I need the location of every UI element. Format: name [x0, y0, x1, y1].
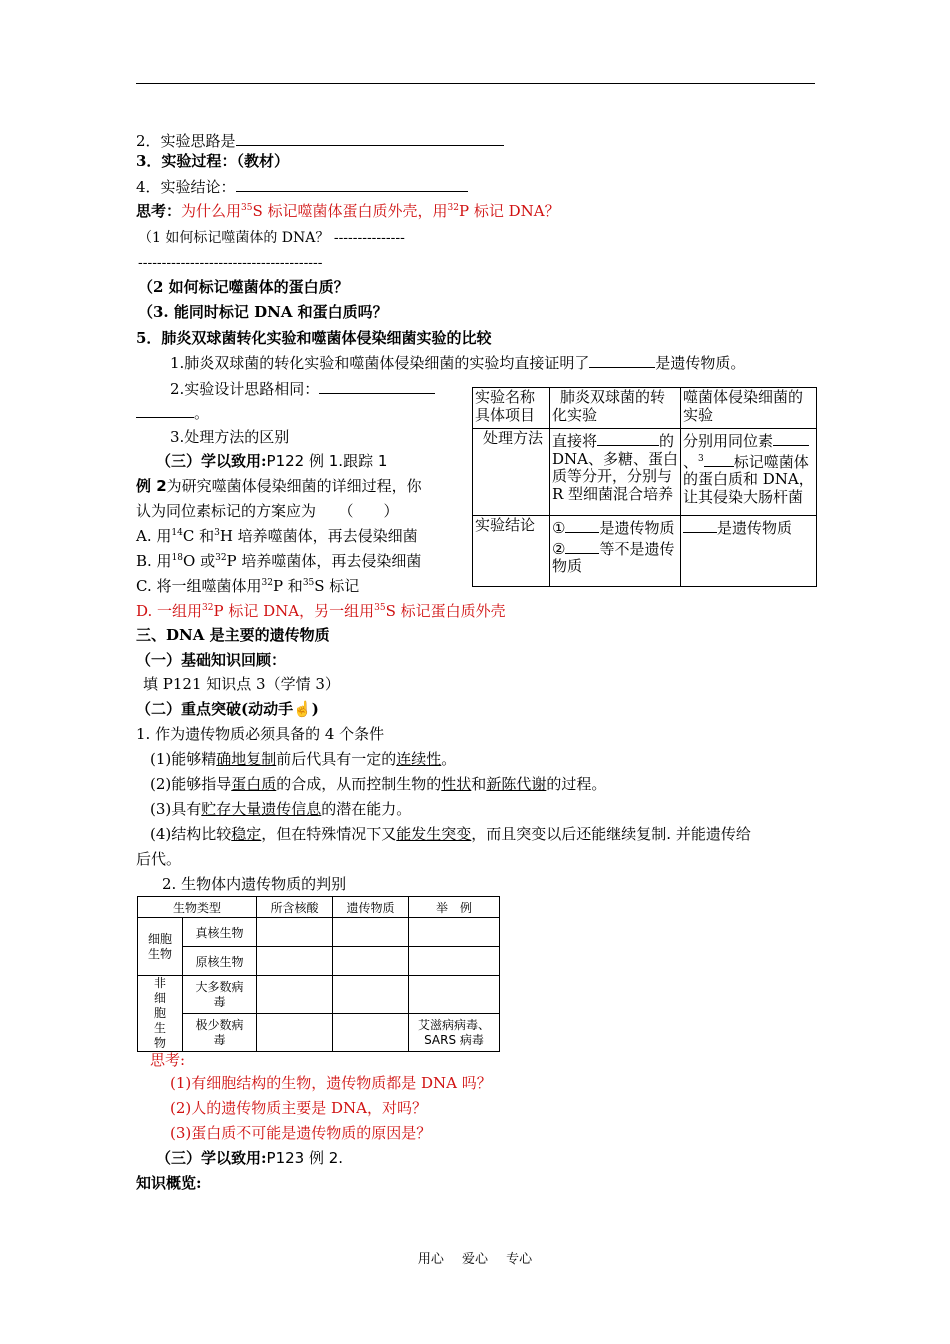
jt-eukaryote-example[interactable]: [409, 918, 500, 947]
jt-noncell-group: 非细胞生物: [138, 976, 183, 1052]
thinking-2: (2)人的遗传物质主要是 DNA，对吗？: [170, 1099, 428, 1117]
experiment-idea-label: 2．实验思路是: [136, 132, 236, 150]
jt-most-viruses-nucleic[interactable]: [257, 976, 333, 1014]
condition-4-cont: 后代。: [136, 850, 182, 868]
cmp-conclusion-label: 实验结论: [473, 516, 550, 587]
line-experiment-conclusion: [136, 176, 468, 197]
think-question: [136, 201, 560, 221]
blank-cmp-2[interactable]: [773, 430, 795, 446]
think-label: 思考：: [136, 202, 182, 220]
jt-prokaryote-genetic[interactable]: [333, 947, 409, 976]
thinking-label: 思考:: [150, 1051, 186, 1069]
blank-conclusion[interactable]: [236, 176, 468, 192]
think-question-text: 为什么用$^{35}$S 标记噬菌体蛋白质外壳，用$^{32}$P 标记 DNA？: [181, 202, 560, 220]
jt-prokaryote-example[interactable]: [409, 947, 500, 976]
blank-point-2b[interactable]: [136, 402, 194, 418]
line-experiment-idea: [136, 130, 504, 151]
point-2-cont: 。: [136, 402, 209, 423]
question-1: （1 如何标记噬菌体的 DNA？ ---------------: [138, 230, 405, 246]
condition-1: (1)能够精确地复制前后代具有一定的连续性。: [150, 750, 457, 768]
line-experiment-process: 3．实验过程：（教材）: [136, 152, 289, 170]
conclusion-label: 4．实验结论：: [136, 178, 236, 196]
apply-2: （三）学以致用:P123 例 2.: [156, 1149, 344, 1167]
cmp-method-phage: 分别用同位素、$^3$ 标记噬菌体的蛋白质和 DNA，让其侵染大肠杆菌: [681, 429, 817, 516]
jt-few-viruses-genetic[interactable]: [333, 1014, 409, 1052]
blank-cmp-4[interactable]: [704, 451, 734, 467]
blank-idea[interactable]: [236, 130, 504, 146]
jt-prokaryote-nucleic[interactable]: [257, 947, 333, 976]
question-2: （2 如何标记噬菌体的蛋白质？: [138, 278, 349, 296]
condition-3: (3)具有贮存大量遗传信息的潜在能力。: [150, 800, 412, 818]
cmp-header-item: 实验名称具体项目: [473, 388, 550, 429]
jt-eukaryote-nucleic[interactable]: [257, 918, 333, 947]
hand-icon: ☝: [293, 700, 312, 718]
example-2-cont: 认为同位素标记的方案应为 （ ）: [136, 502, 399, 520]
cmp-conclusion-pneumonia: ① 是遗传物质 ② 等不是遗传物质: [550, 516, 681, 587]
cmp-header-phage: 噬菌体侵染细菌的实验: [681, 388, 817, 429]
blank-cmp-7[interactable]: [683, 517, 717, 533]
section-5-title: 5．肺炎双球菌转化实验和噬菌体侵染细菌实验的比较: [136, 329, 492, 347]
judge-table: [137, 896, 500, 1052]
jt-most-viruses: 大多数病毒: [183, 976, 257, 1014]
jt-most-viruses-genetic[interactable]: [333, 976, 409, 1014]
jt-header-example: 举 例: [409, 897, 500, 918]
judge-title: 2. 生物体内遗传物质的判别: [162, 875, 347, 893]
jt-most-viruses-example[interactable]: [409, 976, 500, 1014]
condition-2: (2)能够指导蛋白质的合成，从而控制生物的性状和新陈代谢的过程。: [150, 775, 607, 793]
fill-reference: 填 P121 知识点 3（学情 3）: [143, 675, 340, 693]
blank-point-1[interactable]: [589, 352, 655, 368]
jt-few-viruses: 极少数病毒: [183, 1014, 257, 1052]
option-d[interactable]: D. 一组用$^{32}$P 标记 DNA，另一组用$^{35}$S 标记蛋白质外壳: [136, 602, 506, 620]
blank-cmp-3[interactable]: [795, 430, 809, 446]
cmp-method-label: 处理方法: [473, 429, 550, 516]
blank-cmp-5[interactable]: [565, 517, 599, 533]
jt-few-viruses-example: 艾滋病病毒、SARS 病毒: [409, 1014, 500, 1052]
thinking-3: (3)蛋白质不可能是遗传物质的原因是？: [170, 1124, 432, 1142]
blank-cmp-1[interactable]: [597, 430, 659, 446]
example-2: 例 2为研究噬菌体侵染细菌的详细过程，你: [136, 477, 422, 495]
jt-header-nucleic: 所含核酸: [257, 897, 333, 918]
jt-header-genetic: 遗传物质: [333, 897, 409, 918]
jt-eukaryote: 真核生物: [183, 918, 257, 947]
cmp-method-pneumonia: 直接将 的 DNA、多糖、蛋白质等分开，分别与 R 型细菌混合培养: [550, 429, 681, 516]
question-1-dashes: ---------------------------------------: [138, 255, 323, 271]
comparison-table: [472, 387, 817, 587]
jt-prokaryote: 原核生物: [183, 947, 257, 976]
thinking-1: (1)有细胞结构的生物，遗传物质都是 DNA 吗？: [170, 1074, 492, 1092]
blank-point-2a[interactable]: [319, 378, 435, 394]
section-3-title: 三、DNA 是主要的遗传物质: [136, 626, 330, 644]
point-3: 3.处理方法的区别: [170, 428, 290, 446]
condition-intro: 1. 作为遗传物质必须具备的 4 个条件: [136, 725, 385, 743]
cmp-conclusion-phage: 是遗传物质: [681, 516, 817, 587]
apply-1: （三）学以致用:P122 例 1.跟踪 1: [156, 452, 388, 470]
jt-cell-group: 细胞生物: [138, 918, 183, 976]
point-2: 2.实验设计思路相同：: [170, 378, 435, 399]
condition-4: (4)结构比较稳定，但在特殊情况下又能发生突变，而且突变以后还能继续复制. 并能遗传给: [150, 825, 751, 843]
section-3-focus: （二）重点突破(动动手☝): [136, 700, 319, 718]
option-b[interactable]: B. 用$^{18}$O 或$^{32}$P 培养噬菌体，再去侵染细菌: [136, 552, 422, 570]
page-footer: 用心 爱心 专心: [417, 1252, 533, 1267]
point-1: 1.肺炎双球菌的转化实验和噬菌体侵染细菌的实验均直接证明了 是遗传物质。: [170, 354, 746, 372]
question-3: （3. 能同时标记 DNA 和蛋白质吗？: [138, 303, 388, 321]
option-c[interactable]: C. 将一组噬菌体用$^{32}$P 和$^{35}$S 标记: [136, 577, 360, 595]
jt-header-type: 生物类型: [138, 897, 257, 918]
cmp-header-pneumonia: 肺炎双球菌的转化实验: [550, 388, 681, 429]
blank-cmp-6[interactable]: [565, 538, 599, 554]
section-3-basics: （一）基础知识回顾：: [136, 651, 287, 669]
jt-few-viruses-nucleic[interactable]: [257, 1014, 333, 1052]
option-a[interactable]: A. 用$^{14}$C 和$^3$H 培养噬菌体，再去侵染细菌: [136, 527, 418, 545]
jt-eukaryote-genetic[interactable]: [333, 918, 409, 947]
header-rule: [136, 83, 815, 84]
knowledge-overview: 知识概览:: [136, 1174, 202, 1192]
